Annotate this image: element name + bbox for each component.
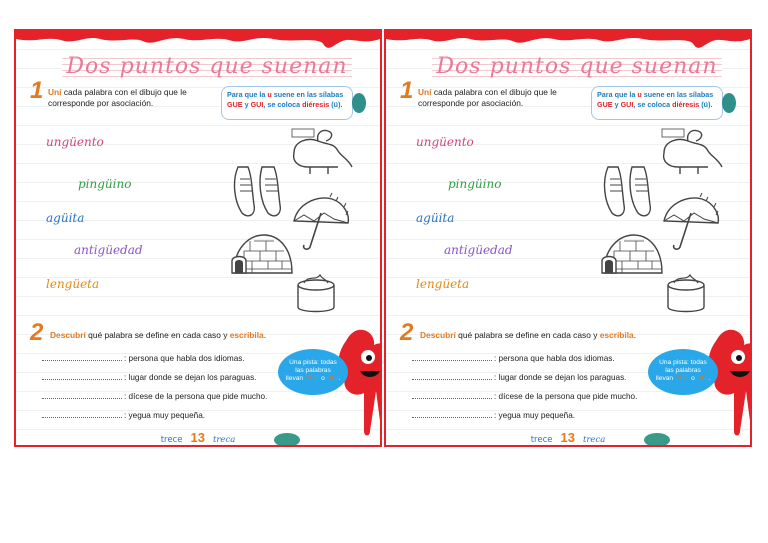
hint-gue: GÜE [304, 375, 320, 382]
instruction-verb-2: escribila [229, 330, 264, 340]
footer-word-print: trece [530, 435, 553, 445]
hint-gui: GÜI [326, 375, 339, 382]
title-bar [62, 53, 352, 79]
answer-blank[interactable] [42, 390, 122, 399]
instruction-text: qué palabra se define en cada caso y [88, 330, 228, 340]
footer-word-cursive: treca [212, 435, 236, 445]
activity-2-instruction [50, 330, 266, 340]
word-item[interactable]: pingüino [78, 177, 132, 191]
word-item[interactable]: antigüedad [444, 243, 513, 257]
hint-text: Una pista: todas [289, 359, 337, 366]
word-item[interactable]: lengüeta [46, 277, 100, 291]
page-number: 13 [190, 430, 205, 445]
tip-text: , se coloca [263, 100, 303, 109]
word-item[interactable]: ungüento [416, 135, 474, 149]
definition-row [42, 371, 256, 382]
definition-text: : lugar donde se dejan los paraguas. [124, 373, 257, 382]
umbrella-illustration[interactable] [288, 191, 352, 253]
definition-row [412, 390, 637, 401]
word-item[interactable]: agüita [46, 211, 85, 225]
tip-text: (ü). [329, 100, 343, 109]
tip-text: y [242, 100, 251, 109]
igloo-illustration[interactable] [600, 231, 664, 277]
tip-text: y [612, 100, 621, 109]
definition-row [42, 390, 267, 401]
instruction-end: . [633, 330, 637, 340]
word-item[interactable]: agüita [416, 211, 455, 225]
instruction-text: cada palabra con el dibujo que le corresponde por asociación. [48, 87, 187, 108]
page-number: 13 [560, 430, 575, 445]
instruction-verb: Uní [418, 87, 432, 97]
definition-text: : persona que habla dos idiomas. [124, 354, 245, 363]
tip-text: , se coloca [633, 100, 673, 109]
dinosaur-illustration[interactable] [288, 127, 356, 177]
hint-gue: GÜE [674, 375, 690, 382]
definition-row [412, 371, 626, 382]
instruction-verb: Uní [48, 87, 62, 97]
definition-row [412, 409, 575, 420]
tip-u: u [637, 90, 642, 99]
tip-gui: GUI [620, 100, 634, 109]
tip-character-icon [352, 93, 366, 113]
tip-text: suene en las sílabas [271, 90, 344, 99]
answer-blank[interactable] [412, 352, 492, 361]
hint-bubble [648, 349, 718, 395]
activity-1-instruction [48, 87, 198, 109]
tip-box [591, 86, 723, 120]
hint-text: llevan [285, 375, 304, 382]
definition-text: : yegua muy pequeña. [494, 411, 576, 420]
sneakers-illustration[interactable] [230, 161, 290, 221]
instruction-verb: Descubrí [50, 330, 86, 340]
word-item[interactable]: pingüino [448, 177, 502, 191]
activity-1-instruction [418, 87, 568, 109]
tip-dieresis: diéresis [302, 100, 330, 109]
activity-number-1: 1 [30, 77, 44, 104]
tip-gue: GUE [597, 100, 613, 109]
hint-text: las palabras [665, 367, 701, 374]
tip-u: u [267, 90, 272, 99]
hint-bubble [278, 349, 348, 395]
instruction-end: . [263, 330, 267, 340]
page-footer [16, 429, 380, 447]
definition-row [412, 352, 615, 363]
definition-text: : persona que habla dos idiomas. [494, 354, 615, 363]
igloo-illustration[interactable] [230, 231, 294, 277]
word-item[interactable]: ungüento [46, 135, 104, 149]
instruction-verb: Descubrí [420, 330, 456, 340]
tip-text: Para que la [597, 90, 638, 99]
page-title: Dos puntos que suenan [436, 54, 718, 79]
hint-gui: GÜI [696, 375, 709, 382]
word-item[interactable]: antigüedad [74, 243, 143, 257]
activity-number-1: 1 [400, 77, 414, 104]
tip-box [221, 86, 353, 120]
dinosaur-illustration[interactable] [658, 127, 726, 177]
definition-text: : dícese de la persona que pide mucho. [494, 392, 638, 401]
activity-number-2: 2 [30, 319, 44, 346]
worksheet-page-right [384, 29, 752, 447]
cream-jar-illustration[interactable] [292, 271, 340, 315]
hint-text: . [338, 375, 341, 382]
activity-2-instruction [420, 330, 636, 340]
footer-word-print: trece [160, 435, 183, 445]
answer-blank[interactable] [42, 409, 122, 418]
footer-word-cursive: treca [582, 435, 606, 445]
tip-dieresis: diéresis [672, 100, 700, 109]
footer-character-icon [274, 433, 300, 447]
umbrella-illustration[interactable] [658, 191, 722, 253]
hint-text: llevan [655, 375, 674, 382]
instruction-verb-2: escribila [599, 330, 634, 340]
definition-text: : yegua muy pequeña. [124, 411, 206, 420]
hint-text: o [691, 375, 695, 382]
hint-text: las palabras [295, 367, 331, 374]
page-title: Dos puntos que suenan [66, 54, 348, 79]
definition-text: : lugar donde se dejan los paraguas. [494, 373, 627, 382]
answer-blank[interactable] [42, 371, 122, 380]
sneakers-illustration[interactable] [600, 161, 660, 221]
answer-blank[interactable] [42, 352, 122, 361]
title-bar [432, 53, 722, 79]
footer-character-icon [644, 433, 670, 447]
cream-jar-illustration[interactable] [662, 271, 710, 315]
tip-gue: GUE [227, 100, 243, 109]
worksheet-page-left [14, 29, 382, 447]
tip-gui: GUI [250, 100, 264, 109]
answer-blank[interactable] [412, 409, 492, 418]
hint-text: o [321, 375, 325, 382]
hint-text: Una pista: todas [659, 359, 707, 366]
word-item[interactable]: lengüeta [416, 277, 470, 291]
answer-blank[interactable] [412, 371, 492, 380]
instruction-text: cada palabra con el dibujo que le corresponde por asociación. [418, 87, 557, 108]
instruction-text: qué palabra se define en cada caso y [458, 330, 598, 340]
tip-text: Para que la [227, 90, 268, 99]
hint-text: . [708, 375, 711, 382]
answer-blank[interactable] [412, 390, 492, 399]
tip-character-icon [722, 93, 736, 113]
page-footer [386, 429, 750, 447]
activity-number-2: 2 [400, 319, 414, 346]
tip-text: (ü). [699, 100, 713, 109]
tip-text: suene en las sílabas [641, 90, 714, 99]
definition-text: : dícese de la persona que pide mucho. [124, 392, 268, 401]
definition-row [42, 352, 245, 363]
definition-row [42, 409, 205, 420]
